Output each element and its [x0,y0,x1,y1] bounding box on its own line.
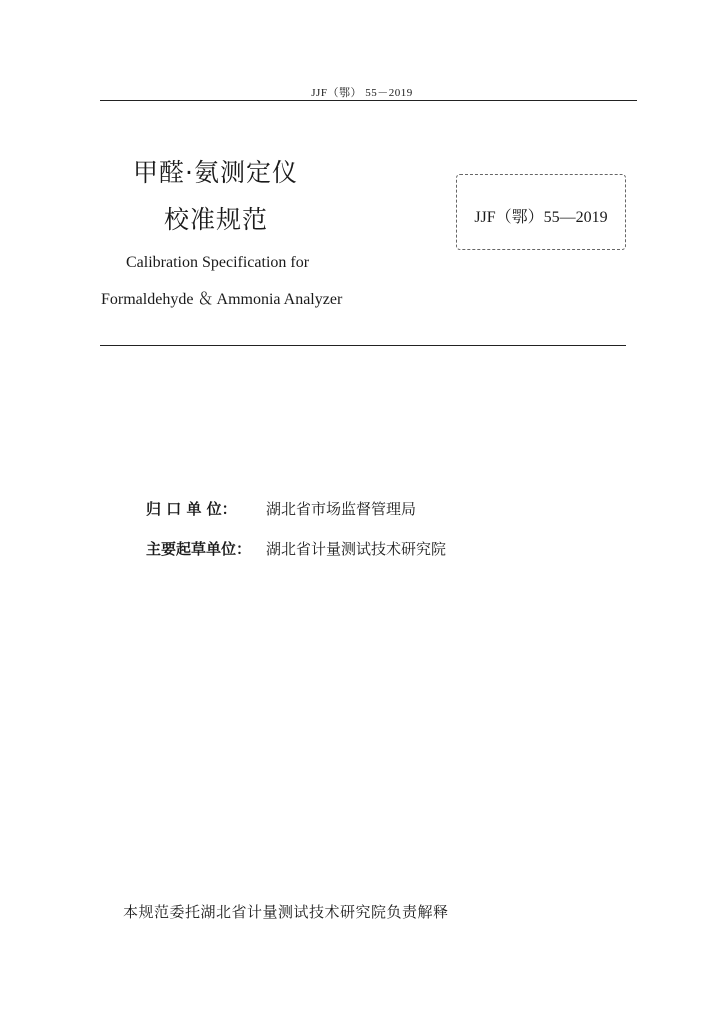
header-rule [100,100,637,101]
title-chinese-line-2: 校准规范 [164,205,269,234]
drafting-unit-row [146,538,446,559]
responsible-unit-label: 归 口 单 位： [146,500,237,518]
running-header: JJF（鄂） 55－2019 [311,87,413,99]
standard-code-label: JJF（鄂）55—2019 [474,209,608,226]
interpretation-note: 本规范委托湖北省计量测试技术研究院负责解释 [123,903,449,921]
title-chinese-line-1: 甲醛·氨测定仪 [133,158,298,187]
drafting-unit-value: 湖北省计量测试技术研究院 [266,540,447,558]
title-english-line-1: Calibration Specification for [126,254,310,271]
title-divider-rule [100,345,626,346]
responsible-unit-row [146,498,416,519]
title-english-line-2: Formaldehyde ＆ Ammonia Analyzer [101,291,343,308]
drafting-unit-label: 主要起草单位： [146,540,252,558]
responsible-unit-value: 湖北省市场监督管理局 [266,500,417,518]
